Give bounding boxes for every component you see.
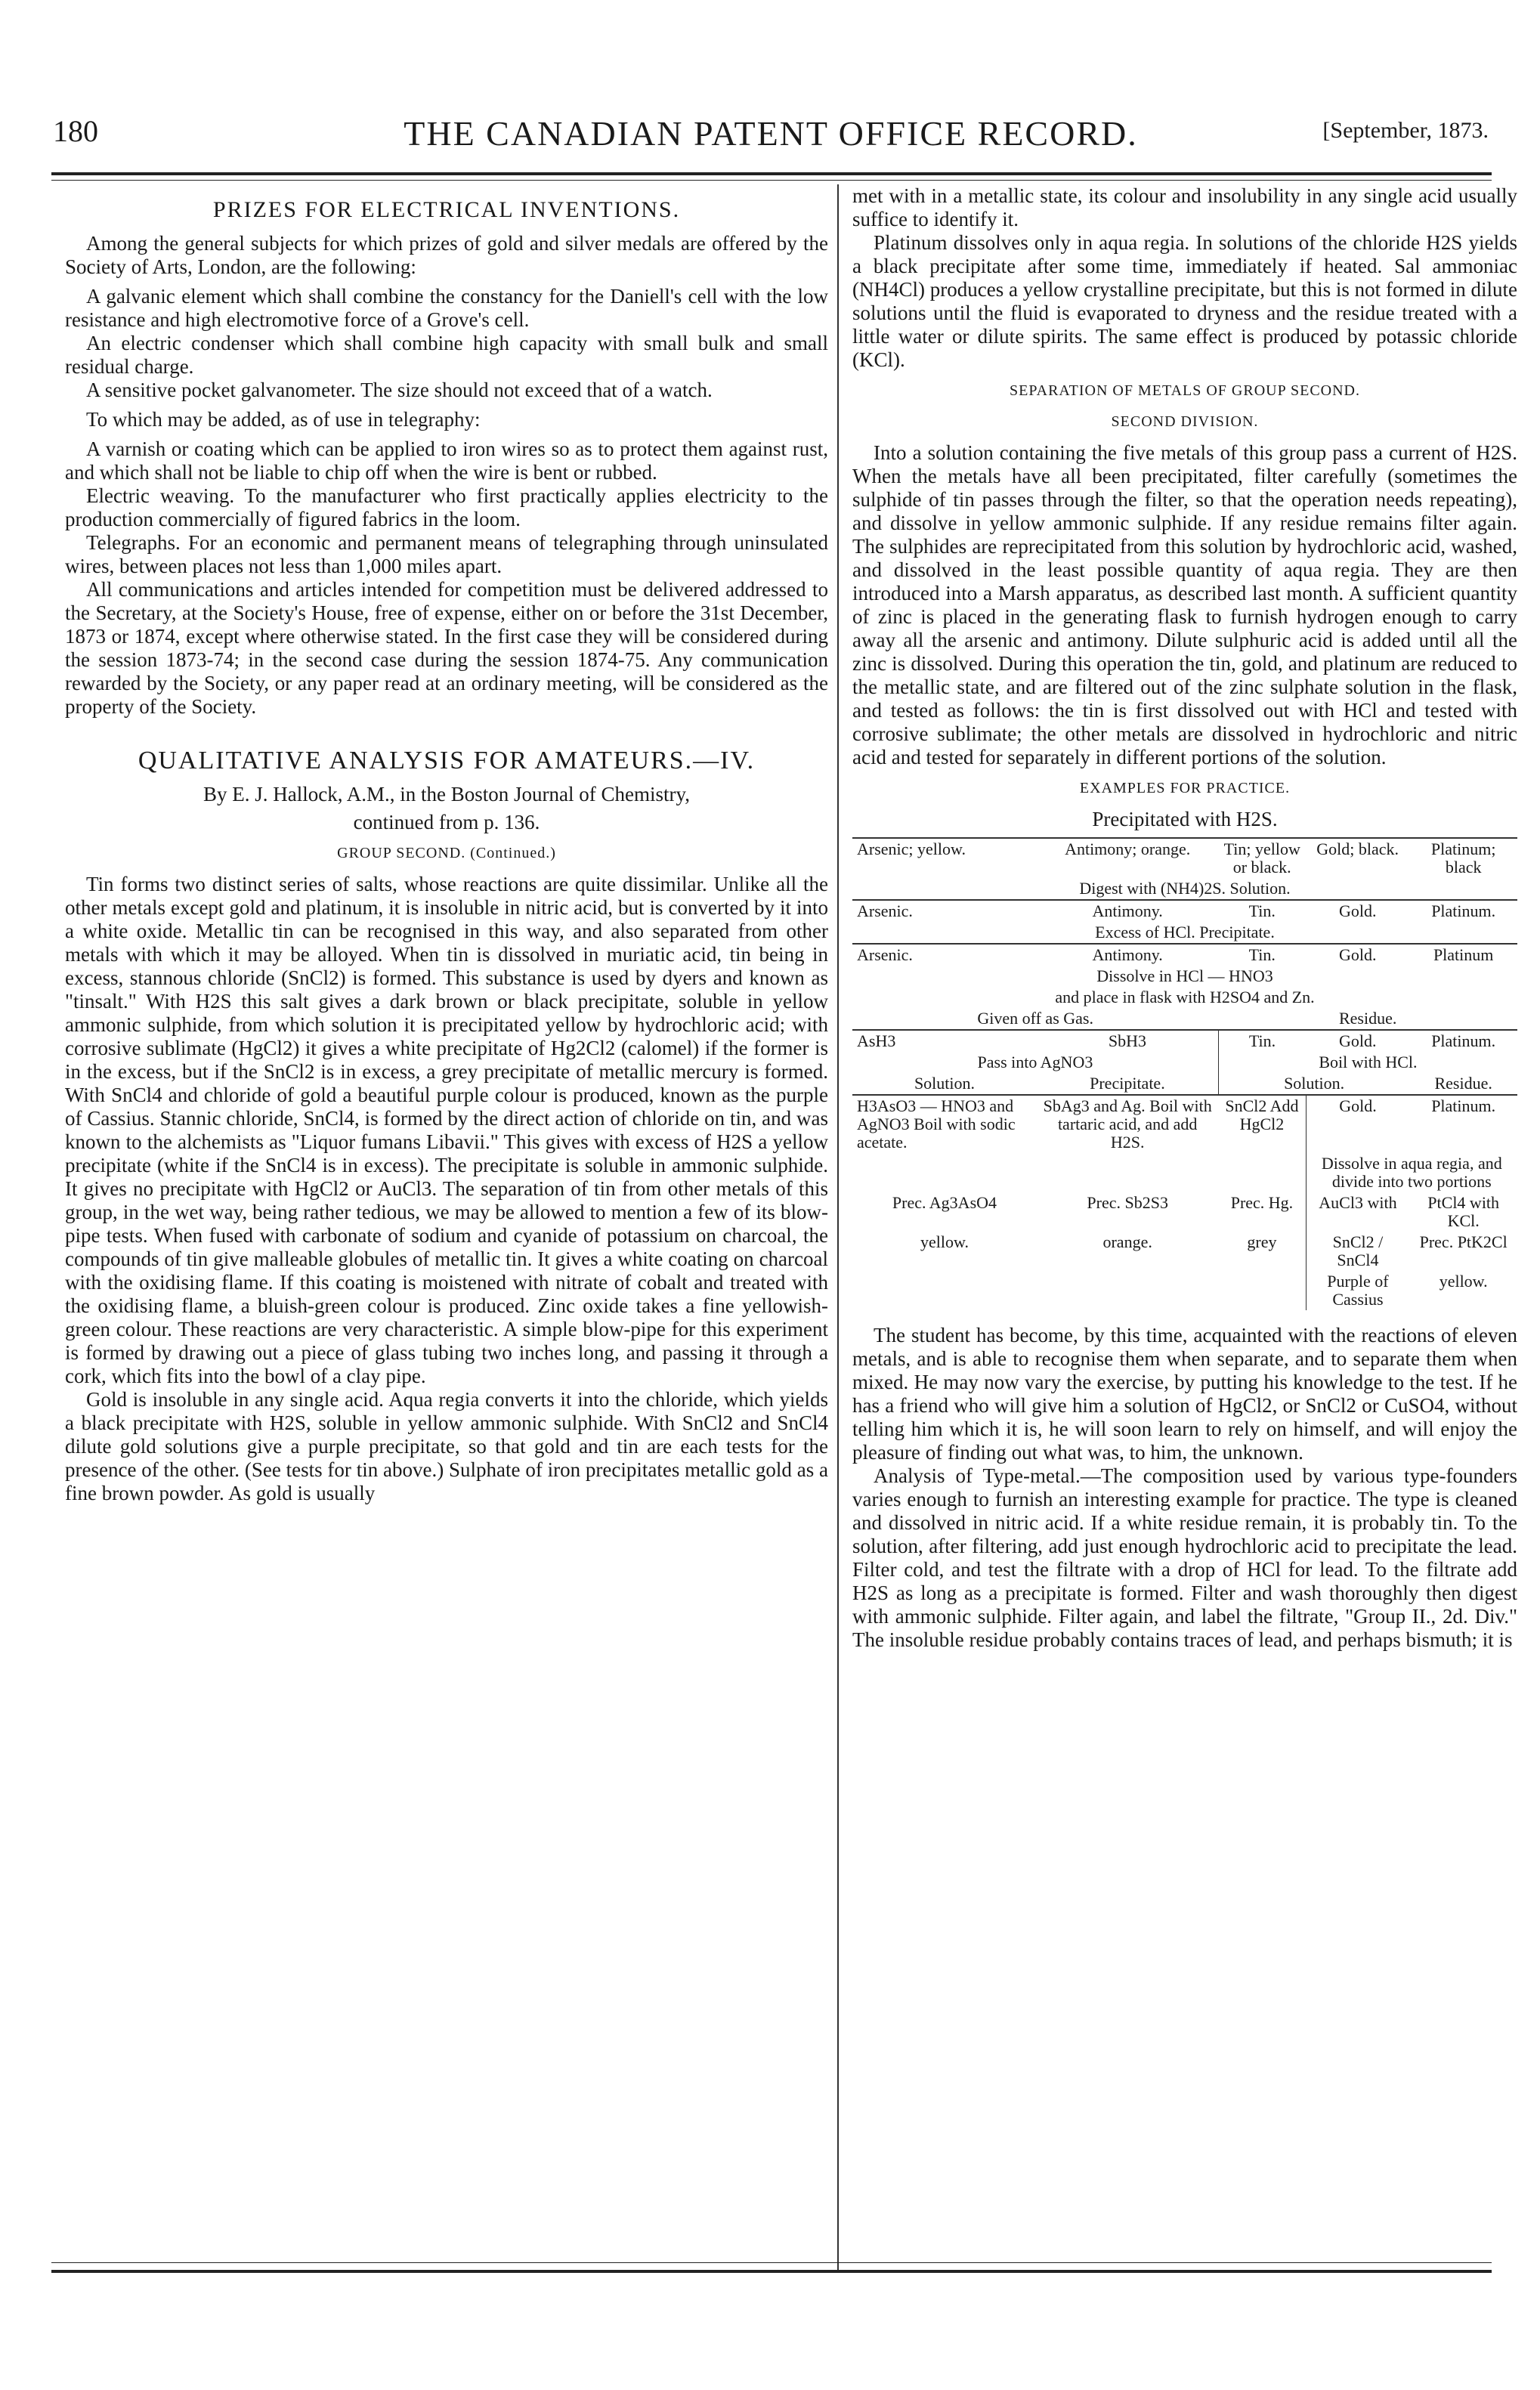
table-note: Dissolve in aqua regia, and divide into two portions: [1321, 1154, 1502, 1191]
paragraph: Platinum dissolves only in aqua regia. In solutions of the chloride H2S yields a black precipitate after some time, immediately if heated. Sal ammoniac (NH4Cl) produces a yellow crystalline precipitate, but this is not formed in dilute solutions until the fluid is evaporated to dryness and the residue treated with a little water or dilute spirits. The same effect is produced by potassic chloride (KCl).: [852, 231, 1517, 371]
examples-heading: EXAMPLES FOR PRACTICE.: [1079, 780, 1291, 796]
table-cell: SbH3: [1037, 1030, 1218, 1052]
paragraph: Analysis of Type-metal.—The composition used by various type-founders varies enough to furnish an interesting example for practice. The type is cleaned and dissolved in nitric acid. If a white residue remain, it is probably tin. To the solution, after filtering, add just enough hydrochloric acid to precipitate the lead. Filter cold, and test the filtrate with a drop of HCl for lead. To the filtrate add H2S as long as a precipitate is formed. Filter and wash thoroughly then digest with ammonic sulphide. Filter again, and label the filtrate, "Group II., 2d. Div." The insoluble residue probably contains traces of lead, and perhaps bismuth; it is: [852, 1464, 1517, 1651]
running-date: [September, 1873.: [1322, 118, 1489, 143]
table-cell: Gold.: [1338, 1031, 1377, 1050]
table-cell: Platinum; black: [1430, 839, 1496, 877]
table-row: [852, 1153, 1517, 1192]
page-header: [53, 113, 1489, 159]
table-cell: Solution.: [1284, 1074, 1345, 1093]
continued-note: continued from p. 136.: [353, 811, 540, 833]
analysis-table: [852, 837, 1517, 1310]
table-cell: Precipitate.: [1037, 1073, 1218, 1095]
table-cell: Residue.: [1434, 1074, 1492, 1093]
table-cell: orange.: [1102, 1232, 1152, 1251]
bottom-rule-thin: [51, 2262, 1492, 2263]
table-cell: [852, 1153, 1306, 1192]
table-cell: Gold.: [1338, 945, 1377, 964]
table-note: Pass into AgNO3: [852, 1052, 1218, 1073]
table-note: Residue.: [1338, 1009, 1397, 1028]
table-cell: H3AsO3 — HNO3 and AgNO3 Boil with sodic acetate.: [857, 1096, 1016, 1152]
table-row: [852, 922, 1517, 944]
paragraph: Telegraphs. For an economic and permanent means of telegraphing through uninsulated wires, between places not less than 1,000 miles apart.: [65, 531, 828, 577]
table-cell: AuCl3 with: [1319, 1193, 1397, 1212]
table-cell: Purple of Cassius: [1327, 1272, 1389, 1309]
table-cell: SnCl2 / SnCl4: [1332, 1232, 1384, 1269]
table-cell: Platinum.: [1431, 1031, 1496, 1050]
table-cell: Arsenic.: [857, 945, 913, 964]
table-row: [852, 838, 1517, 878]
byline: By E. J. Hallock, A.M., in the Boston Journal of Chemistry,: [203, 783, 690, 805]
table-row: [852, 1095, 1517, 1153]
separation-heading: SEPARATION OF METALS OF GROUP SECOND.: [1010, 382, 1360, 399]
paragraph: The student has become, by this time, acquainted with the reactions of eleven metals, and is able to recognise them when separate, and to separate them when mixed. He may now vary the exercise, by putting his knowledge to the test. If he has a friend who will give him a solution of HgCl2, or SnCl2 or CuSO4, without telling him which it is, he will soon learn to rely on himself, and will enjoy the pleasure of finding out what was, to him, the unknown.: [852, 1324, 1517, 1464]
table-cell: Solution.: [914, 1074, 976, 1093]
table-cell: [852, 1271, 1037, 1310]
left-column: [65, 184, 828, 2270]
table-cell: Platinum: [1433, 945, 1494, 964]
paragraph: met with in a metallic state, its colour and insolubility in any single acid usually suffice to identify it.: [852, 184, 1517, 230]
bottom-rule: [51, 2270, 1492, 2273]
table-row: [852, 1192, 1517, 1232]
table-cell: Gold; black.: [1316, 839, 1399, 858]
paragraph: All communications and articles intended for competition must be delivered addressed to the Secretary, at the Society's House, free of expense, either on or before the 31st December, 1873 or 1874, except where otherwise stated. In the first case they will be considered during the session 1873-74; in the second case during the session 1874-75. Any communication rewarded by the Society, or any paper read at an ordinary meeting, will be considered as the property of the Society.: [65, 578, 828, 718]
group-subheading: GROUP SECOND. (Continued.): [337, 845, 556, 861]
table-cell: Antimony; orange.: [1065, 839, 1191, 858]
table-cell: Antimony.: [1092, 901, 1163, 920]
paragraph: Gold is insoluble in any single acid. Aqua regia converts it into the chloride, which yields a black precipitate with H2S, soluble in yellow ammonic sulphide. With SnCl2 and SnCl4 dilute gold solutions give a purple precipitate, so that gold and tin are each tests for the presence of the other. (See tests for tin above.) Sulphate of iron precipitates metallic gold as a fine brown powder. As gold is usually: [65, 1388, 828, 1504]
table-row: [852, 1232, 1517, 1271]
table-note: and place in flask with H2SO4 and Zn.: [1055, 988, 1315, 1006]
running-title: THE CANADIAN PATENT OFFICE RECORD.: [404, 114, 1138, 153]
table-row: [852, 900, 1517, 922]
top-rule-thin: [51, 180, 1492, 181]
paragraph: To which may be added, as of use in telegraphy:: [86, 408, 481, 431]
table-cell: Arsenic.: [857, 901, 913, 920]
paragraph: Tin forms two distinct series of salts, whose reactions are quite dissimilar. Unlike all the other metals except gold and platinum, it is insoluble in nitric acid, but is converted by it into a white oxide. Metallic tin can be recognised in this way, and also separated from other metals with which it may be alloyed. When tin is dissolved in muriatic acid, tin being in excess, stannous chloride (SnCl2) is formed. This substance is used by dyers and known as "tinsalt." With H2S this salt gives a dark brown or black precipitate, soluble in yellow ammonic sulphide, from which solution it is precipitated yellow by hydrochloric acid; with corrosive sublimate (HgCl2) it gives a white precipitate of Hg2Cl2 (calomel) if the former is in the excess, but if the SnCl2 is in excess, a grey precipitate of metallic mercury is formed. With SnCl4 and chloride of gold a beautiful purple colour is produced, known as the purple of Cassius. Stannic chloride, SnCl4, is formed by the direct action of chloride on tin, and was known to the alchemists as "Liquor fumans Libavii." This gives with excess of H2S a yellow precipitate (white if the SnCl4 is in excess). The precipitate is soluble in ammonic sulphide. It gives no precipitate with HgCl2 or AuCl3. The separation of tin from other metals of this group, in the wet way, being rather tedious, we may be allowed to mention a few of its blow-pipe tests. When fused with carbonate of sodium and cyanide of potassium on charcoal, the compounds of tin give malleable globules of metallic tin. It gives a white coating on charcoal with the oxidising flame. If this coating is moistened with nitrate of cobalt and treated with the oxidising flame, a bluish-green colour is produced. Zinc oxide takes a fine yellowish-green colour. These reactions are very characteristic. A simple blow-pipe for this experiment is formed by drawing out a piece of glass tubing two inches long, and passing it through a cork, which fits into the bowl of a clay pipe.: [65, 873, 828, 1387]
table-row: [852, 1030, 1517, 1052]
table-title: Precipitated with H2S.: [1092, 808, 1278, 830]
paragraph: A galvanic element which shall combine the constancy for the Daniell's cell with the low resistance and high electromotive force of a Grove's cell.: [65, 285, 828, 331]
table-note: Dissolve in HCl — HNO3: [1096, 966, 1273, 985]
table-cell: Prec. PtK2Cl: [1419, 1232, 1508, 1251]
page-number: 180: [53, 114, 98, 148]
table-cell: SnCl2 Add HgCl2: [1218, 1095, 1306, 1153]
paragraph: A sensitive pocket galvanometer. The size should not exceed that of a watch.: [86, 379, 713, 401]
table-note: Given off as Gas.: [977, 1009, 1093, 1028]
table-note: Digest with (NH4)2S. Solution.: [1079, 879, 1291, 898]
table-row: [852, 1271, 1517, 1310]
table-cell: Gold.: [1339, 1096, 1377, 1115]
table-cell: yellow.: [920, 1232, 969, 1251]
table-row: [852, 1008, 1517, 1030]
second-division-heading: SECOND DIVISION.: [1111, 413, 1259, 430]
prizes-heading: PRIZES FOR ELECTRICAL INVENTIONS.: [212, 197, 681, 222]
table-cell: grey: [1218, 1232, 1306, 1271]
table-note: Excess of HCl. Precipitate.: [1095, 923, 1275, 941]
table-cell: Prec. Hg.: [1218, 1192, 1306, 1232]
table-row: [852, 1052, 1517, 1073]
table-cell: Tin.: [1248, 945, 1276, 964]
paragraph: Among the general subjects for which prizes of gold and silver medals are offered by the Society of Arts, London, are the following:: [65, 232, 828, 278]
table-row: [852, 966, 1517, 987]
table-cell: Prec. Ag3AsO4: [892, 1193, 997, 1212]
paragraph: Into a solution containing the five metals of this group pass a current of H2S. When the metals have all been precipitated, filter carefully (sometimes the sulphide of tin passes through the filter, so that the operation needs repeating), and dissolve in yellow ammonic sulphide. If any residue remains filter again. The sulphides are reprecipitated from this solution by hydrochloric acid, washed, and dissolved in the least possible quantity of aqua regia. They are then introduced into a Marsh apparatus, as described last month. A sufficient quantity of zinc is placed in the generating flask to furnish hydrogen enough to carry away all the arsenic and antimony. Dilute sulphuric acid is added until all the zinc is dissolved. During this operation the tin, gold, and platinum are reduced to the metallic state, and are filtered out of the zinc sulphate solution in the flask, and tested as follows: the tin is first dissolved out with HCl and tested with corrosive sublimate; the other metals are dissolved in hydrochloric and nitric acid and tested for separately in different portions of the solution.: [852, 441, 1517, 768]
table-note: Boil with HCl.: [1319, 1053, 1418, 1071]
paragraph: An electric condenser which shall combine high capacity with small bulk and small residual charge.: [65, 332, 828, 378]
table-row: [852, 1073, 1517, 1095]
table-cell: Platinum.: [1431, 901, 1496, 920]
paragraph: Electric weaving. To the manufacturer who first practically applies electricity to the production commercially of figured fabrics in the loom.: [65, 484, 828, 530]
table-cell: PtCl4 with KCl.: [1427, 1193, 1500, 1230]
right-column: [852, 184, 1517, 2270]
table-row: [852, 944, 1517, 966]
table-cell: [1037, 1271, 1218, 1310]
table-cell: Gold.: [1338, 901, 1377, 920]
table-cell: [1218, 1271, 1306, 1310]
table-cell: AsH3: [857, 1031, 896, 1050]
page-frame: [51, 184, 1517, 2285]
table-cell: Tin.: [1248, 901, 1276, 920]
table-cell: yellow.: [1439, 1272, 1488, 1291]
table-cell: Antimony.: [1092, 945, 1163, 964]
table-cell: Platinum.: [1431, 1096, 1496, 1115]
table-row: [852, 878, 1517, 900]
table-cell: Prec. Sb2S3: [1087, 1193, 1168, 1212]
table-cell: Arsenic; yellow.: [857, 839, 966, 858]
table-cell: Tin.: [1248, 1031, 1276, 1050]
table-row: [852, 987, 1517, 1008]
paragraph: A varnish or coating which can be applied to iron wires so as to protect them against rust, and which shall not be liable to chip off when the wire is bent or rubbed.: [65, 437, 828, 484]
column-divider: [837, 184, 839, 2270]
top-rule: [51, 172, 1492, 175]
table-cell: SbAg3 and Ag. Boil with tartaric acid, and add H2S.: [1043, 1096, 1212, 1152]
qualitative-heading: QUALITATIVE ANALYSIS FOR AMATEURS.—IV.: [138, 747, 756, 775]
table-cell: Tin; yellow or black.: [1223, 839, 1300, 877]
